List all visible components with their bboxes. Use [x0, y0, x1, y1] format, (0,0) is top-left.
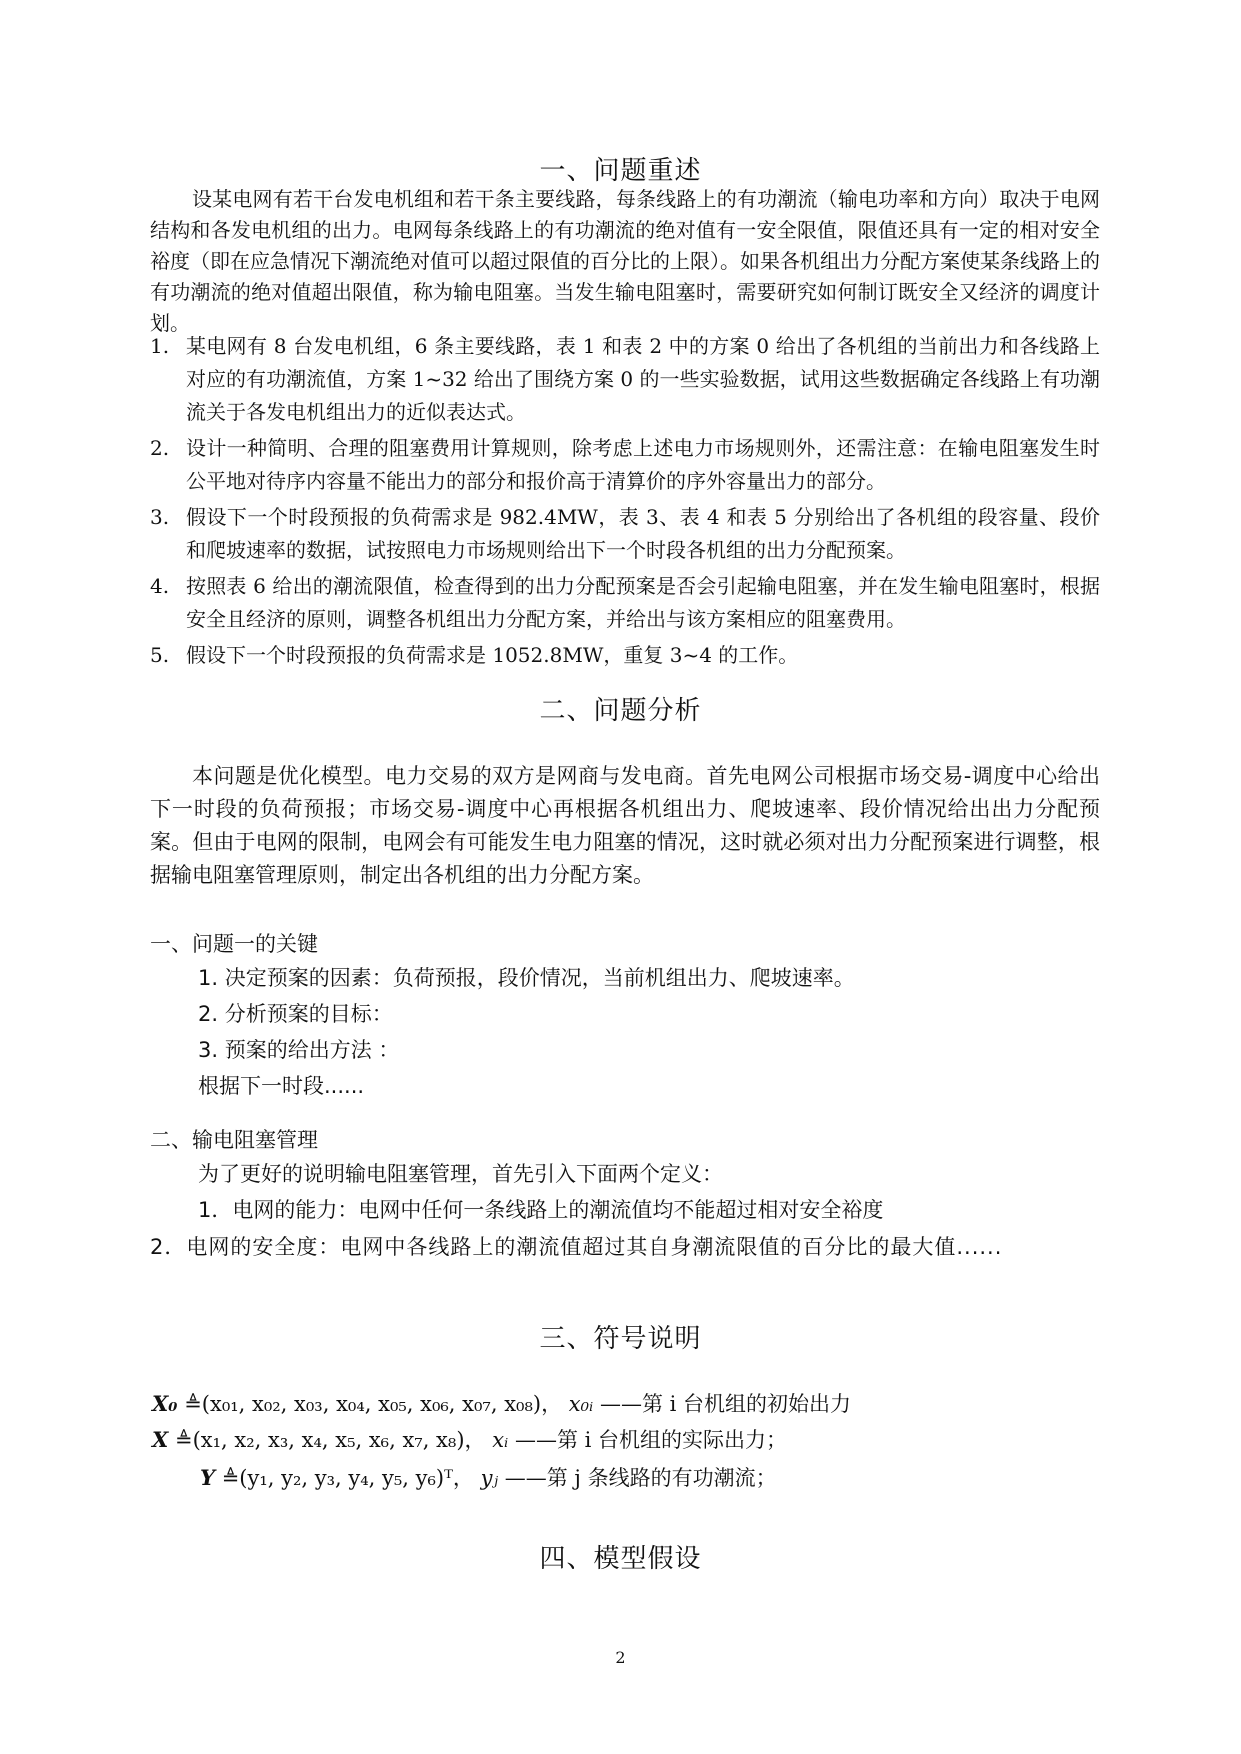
analysis-paragraph: 本问题是优化模型。电力交易的双方是网商与发电商。首先电网公司根据市场交易-调度中心给出下一时段的负荷预报；市场交易-调度中心再根据各机组出力、爬坡速率、段价情况给出出力分配预案。但由于电网的限制，电网会有可能发生电力阻塞的情况，这时就必须对出力分配预案进行调整，根据输电阻塞管理原则，制定出各机组的出力分配方案。 [150, 764, 1100, 887]
symbol: Y [200, 1465, 215, 1490]
symbol-row [200, 1462, 777, 1492]
symbol-definition: ≜(y₁, y₂, y₃, y₄, y₅, y₆)ᵀ， [221, 1466, 474, 1490]
symbol-row [152, 1388, 851, 1418]
task-number: 4. [150, 574, 170, 598]
task-item [150, 501, 1100, 567]
key-line: 1. 决定预案的因素：负荷预报，段价情况，当前机组出力、爬坡速率。 [198, 966, 855, 990]
task-number: 2. [150, 436, 170, 460]
subsection-title-congestion: 二、输电阻塞管理 [150, 1128, 318, 1152]
task-text: 假设下一个时段预报的负荷需求是 1052.8MW，重复 3~4 的工作。 [186, 643, 799, 667]
task-item [150, 570, 1100, 636]
symbol-variable: yⱼ [480, 1466, 499, 1490]
key-line: 3. 预案的给出方法 ： [198, 1038, 400, 1062]
key-line: 2. 分析预案的目标： [198, 1002, 393, 1026]
section-title-symbols: 三、符号说明 [539, 1324, 702, 1354]
symbol-description: ——第 i 台机组的初始出力 [599, 1392, 852, 1416]
subsection-title-key: 一、问题一的关键 [150, 932, 318, 956]
section-title-assumptions: 四、模型假设 [539, 1544, 702, 1574]
task-number: 5. [150, 643, 170, 667]
task-text: 某电网有 8 台发电机组，6 条主要线路，表 1 和表 2 中的方案 0 给出了各机组的当前出力和各线路上对应的有功潮流值，方案 1~32 给出了围绕方案 0 的一些实验数据，试用这些数据确定各线路上有功潮流关于各发电机组出力的近似表达式。 [186, 334, 1100, 424]
task-number: 1. [150, 334, 170, 358]
symbol-variable: xᵢ [492, 1428, 509, 1452]
symbol: X [152, 1427, 169, 1452]
task-text: 假设下一个时段预报的负荷需求是 982.4MW，表 3、表 4 和表 5 分别给出了各机组的段容量、段价和爬坡速率的数据，试按照电力市场规则给出下一个时段各机组的出力分配预案。 [186, 505, 1100, 562]
task-number: 3. [150, 505, 170, 529]
symbol-variable: x₀ᵢ [568, 1392, 594, 1416]
task-text: 按照表 6 给出的潮流限值，检查得到的出力分配预案是否会引起输电阻塞，并在发生输电阻塞时，根据安全且经济的原则，调整各机组出力分配方案，并给出与该方案相应的阻塞费用。 [186, 574, 1100, 631]
symbol-row [152, 1424, 787, 1454]
task-text: 设计一种简明、合理的阻塞费用计算规则，除考虑上述电力市场规则外，还需注意：在输电阻塞发生时公平地对待序内容量不能出力的部分和报价高于清算价的序外容量出力的部分。 [186, 436, 1100, 493]
task-item [150, 330, 1100, 429]
task-list [150, 330, 1100, 675]
page-number: 2 [615, 1648, 626, 1667]
key-line: 根据下一时段...... [198, 1074, 365, 1098]
symbol-description: ——第 i 台机组的实际出力； [514, 1428, 788, 1452]
definition-security: 2．电网的安全度：电网中各线路上的潮流值超过其自身潮流限值的百分比的最大值...... [150, 1235, 1003, 1259]
congestion-intro: 为了更好的说明输电阻塞管理，首先引入下面两个定义： [198, 1162, 723, 1186]
task-item [150, 432, 1100, 498]
symbol-description: ——第 j 条线路的有功潮流； [504, 1466, 777, 1490]
restatement-paragraph: 设某电网有若干台发电机组和若干条主要线路，每条线路上的有功潮流（输电功率和方向）取决于电网结构和各发电机组的出力。电网每条线路上的有功潮流的绝对值有一安全限值，限值还具有一定的相对安全裕度（即在应急情况下潮流绝对值可以超过限值的百分比的上限）。如果各机组出力分配方案使某条线路上的有功潮流的绝对值超出限值，称为输电阻塞。当发生输电阻塞时，需要研究如何制订既安全又经济的调度计划。 [150, 187, 1100, 335]
symbol-definition: ≜(x₀₁, x₀₂, x₀₃, x₀₄, x₀₅, x₀₆, x₀₇, x₀₈)， [184, 1392, 563, 1416]
definition-capacity: 1．电网的能力：电网中任何一条线路上的潮流值均不能超过相对安全裕度 [198, 1198, 884, 1222]
symbol-definition: ≜(x₁, x₂, x₃, x₄, x₅, x₆, x₇, x₈)， [174, 1428, 486, 1452]
task-item [150, 639, 1100, 672]
section-title-restatement: 一、问题重述 [539, 156, 702, 186]
symbol: X₀ [152, 1391, 178, 1416]
section-title-analysis: 二、问题分析 [539, 696, 702, 726]
